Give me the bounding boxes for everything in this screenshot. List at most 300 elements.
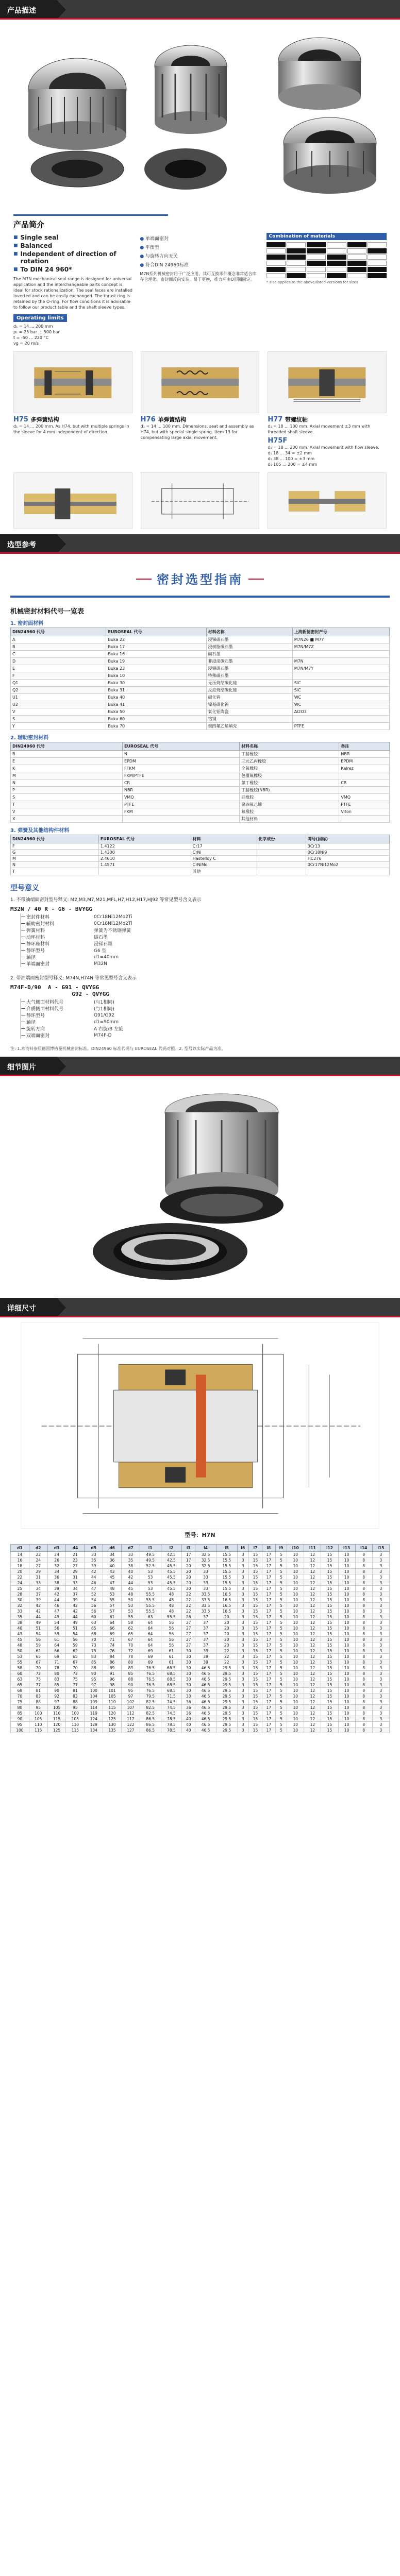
table-cell: 22 <box>182 1608 195 1614</box>
table-cell: 3 <box>237 1688 248 1693</box>
column-header: d6 <box>103 1545 122 1552</box>
table-cell: 22 <box>182 1603 195 1608</box>
table-row <box>11 680 390 687</box>
table-cell: 56 <box>85 1603 103 1608</box>
table-cell: 浸铜碳石墨 <box>206 665 292 672</box>
table-cell: 29.5 <box>216 1722 237 1727</box>
table-cell: S <box>11 794 123 801</box>
table-cell: 15 <box>321 1665 338 1671</box>
table-cell: 39 <box>47 1586 66 1591</box>
column-header: d4 <box>66 1545 85 1552</box>
dimension-drawing <box>141 472 260 529</box>
table-cell: 65 <box>11 1682 29 1688</box>
table-cell: 30 <box>182 1671 195 1676</box>
section-title: 产品描述 <box>7 7 36 15</box>
table-cell: 15 <box>321 1637 338 1642</box>
table-cell: 62 <box>66 1648 85 1654</box>
table-cell: 15 <box>321 1693 338 1699</box>
code-tree-row <box>21 1005 390 1012</box>
table-cell: 3 <box>237 1705 248 1710</box>
table-cell: 1.4122 <box>98 843 191 850</box>
table-row <box>11 787 390 794</box>
table-cell: E <box>11 758 123 765</box>
table-row <box>11 1705 390 1710</box>
table-cell: 12 <box>304 1563 321 1569</box>
table-cell: 15 <box>248 1665 262 1671</box>
table-cell: 15 <box>248 1699 262 1705</box>
code-tree-row <box>21 998 390 1005</box>
table-cell: 16.5 <box>216 1608 237 1614</box>
table-cell: Buka 41 <box>106 701 206 708</box>
table-cell: 92 <box>47 1693 66 1699</box>
table-cell: 3 <box>372 1671 389 1676</box>
table-cell: 50 <box>121 1597 140 1603</box>
table-cell: 44 <box>121 1580 140 1586</box>
table-cell: 40 <box>182 1722 195 1727</box>
table-cell: 68.5 <box>161 1682 182 1688</box>
table-cell: 15 <box>321 1603 338 1608</box>
column-header: l15 <box>372 1545 389 1552</box>
table-cell: 64 <box>140 1642 161 1648</box>
table-cell: 5 <box>275 1574 287 1580</box>
table-cell: 5 <box>275 1580 287 1586</box>
model-code: H77 <box>268 416 283 423</box>
table-cell: Hastelloy C <box>191 856 257 862</box>
table-cell: 10 <box>338 1608 355 1614</box>
table-row <box>11 723 390 730</box>
table-cell: 17 <box>262 1693 275 1699</box>
table-cell: 15 <box>321 1722 338 1727</box>
table-cell: 15 <box>248 1676 262 1682</box>
table-cell: 56 <box>29 1637 47 1642</box>
table-row <box>11 651 390 658</box>
column-header: DIN24960 代号 <box>11 835 99 843</box>
table-cell: 77 <box>29 1682 47 1688</box>
table-cell: CrNi <box>191 850 257 856</box>
table-cell: 10 <box>338 1699 355 1705</box>
table-cell: 3 <box>372 1705 389 1710</box>
table-cell: 15 <box>248 1705 262 1710</box>
table-cell: HC276 <box>306 856 389 862</box>
table-cell: 90 <box>121 1682 140 1688</box>
table-cell: 26 <box>182 1614 195 1620</box>
table-cell: 27 <box>182 1637 195 1642</box>
table-cell: 53 <box>140 1586 161 1591</box>
table-cell: 27 <box>182 1631 195 1637</box>
code-tree-row <box>21 1032 390 1039</box>
table-cell: Y <box>11 723 106 730</box>
table-cell: 80 <box>47 1671 66 1676</box>
table-cell: 15 <box>321 1682 338 1688</box>
table-cell: 16.5 <box>216 1603 237 1608</box>
table-cell: 105 <box>103 1693 122 1699</box>
table-cell: 45 <box>121 1586 140 1591</box>
table-cell: 69 <box>47 1654 66 1659</box>
table-cell: 10 <box>338 1614 355 1620</box>
table-cell: 91 <box>103 1671 122 1676</box>
table-cell: 15 <box>321 1648 338 1654</box>
feature-bullet: ■ Balanced <box>13 242 134 249</box>
code-tree-key: 单端面密封 <box>21 960 88 967</box>
combination-of-materials <box>266 233 387 346</box>
table-cell: 15 <box>321 1569 338 1574</box>
table-cell <box>339 816 390 823</box>
table-cell: 15 <box>248 1614 262 1620</box>
table-cell: 10 <box>338 1574 355 1580</box>
table-cell: 8 <box>355 1659 372 1665</box>
table-cell: 55 <box>103 1597 122 1603</box>
table-cell: 15.5 <box>216 1580 237 1586</box>
table-cell: 17 <box>262 1637 275 1642</box>
table-cell: 16.5 <box>216 1591 237 1597</box>
table-cell: 10 <box>287 1569 304 1574</box>
table-cell: 3 <box>372 1642 389 1648</box>
table-cell: 39 <box>195 1648 216 1654</box>
table-cell: 37 <box>195 1614 216 1620</box>
table-cell: 碳石墨 <box>206 651 292 658</box>
model-h77 <box>268 351 387 467</box>
table-cell: PTFE <box>339 801 390 808</box>
table-cell: 34 <box>47 1569 66 1574</box>
table-cell: 10 <box>338 1705 355 1710</box>
table-cell: 79.5 <box>140 1693 161 1699</box>
table-cell: 5 <box>275 1705 287 1710</box>
table-cell: 27 <box>182 1620 195 1625</box>
column-header: l8 <box>262 1545 275 1552</box>
table-cell: 10 <box>287 1557 304 1563</box>
table-cell: 3 <box>237 1614 248 1620</box>
table-cell: 86 <box>103 1659 122 1665</box>
table-cell: 82.5 <box>140 1699 161 1705</box>
table-cell: 42 <box>29 1608 47 1614</box>
table-cell: 5 <box>275 1552 287 1557</box>
table-cell: 10 <box>338 1642 355 1648</box>
table-cell: 47 <box>47 1608 66 1614</box>
feature-bullet: ■ Single seal <box>13 234 134 241</box>
table-row <box>11 694 390 701</box>
table-cell: B <box>11 643 106 651</box>
table-cell: 5 <box>275 1631 287 1637</box>
table-cell: 8 <box>355 1642 372 1648</box>
code-tree-key: 旋转方向 <box>21 1025 88 1032</box>
table-cell: 17 <box>262 1614 275 1620</box>
table-cell: 10 <box>338 1569 355 1574</box>
table-cell: N <box>11 862 99 868</box>
table-cell: S <box>11 716 106 723</box>
table-cell: 3 <box>372 1603 389 1608</box>
table-cell <box>292 651 389 658</box>
table-cell: 10 <box>287 1710 304 1716</box>
table-cell: 10 <box>338 1586 355 1591</box>
table-cell: 37 <box>29 1591 47 1597</box>
table-cell: 15 <box>321 1552 338 1557</box>
seal-right-bottom <box>284 117 376 194</box>
table-cell: 70 <box>121 1642 140 1648</box>
table-cell: 54 <box>85 1597 103 1603</box>
table-cell: 46.5 <box>195 1705 216 1710</box>
face-material-table <box>10 628 390 730</box>
table-cell: 69 <box>140 1654 161 1659</box>
table-cell: M7N/M7Z <box>292 643 389 651</box>
table-row <box>11 636 390 643</box>
table-cell: 21 <box>66 1552 85 1557</box>
table-cell: 55.5 <box>140 1603 161 1608</box>
table-cell: VMQ <box>122 794 239 801</box>
table-cell: 10 <box>287 1552 304 1557</box>
table-cell: 49.5 <box>140 1552 161 1557</box>
table-cell: 20 <box>216 1631 237 1637</box>
table-cell: 3 <box>237 1676 248 1682</box>
section-drawing <box>268 351 387 413</box>
table-cell: 15.5 <box>216 1563 237 1569</box>
table-cell: 15 <box>321 1654 338 1659</box>
table-cell: 81 <box>29 1688 47 1693</box>
table-cell: 17 <box>262 1563 275 1569</box>
table-row <box>11 1574 390 1580</box>
table-cell: 46.5 <box>195 1671 216 1676</box>
table-cell: 114 <box>85 1705 103 1710</box>
column-header: 材料名称 <box>240 742 339 751</box>
table-cell: 83 <box>85 1654 103 1659</box>
column-header: EUROSEAL 代号 <box>106 628 206 636</box>
table-cell: 22 <box>29 1552 47 1557</box>
table-cell: 55 <box>11 1659 29 1665</box>
table-cell: 75 <box>66 1676 85 1682</box>
table-cell: 22 <box>182 1591 195 1597</box>
table-cell: 12 <box>304 1671 321 1676</box>
table-cell: 10 <box>338 1676 355 1682</box>
table-cell: 3 <box>237 1699 248 1705</box>
table-cell: 34 <box>29 1586 47 1591</box>
table-cell: 17 <box>262 1569 275 1574</box>
table-cell: 包覆氟橡胶 <box>240 772 339 779</box>
table-cell: 15 <box>248 1591 262 1597</box>
table-cell: 5 <box>275 1563 287 1569</box>
table-row <box>11 643 390 651</box>
table-row <box>11 1654 390 1659</box>
table-cell: 105 <box>29 1716 47 1722</box>
table-row <box>11 765 390 772</box>
table-cell: 78 <box>121 1654 140 1659</box>
table-cell: 5 <box>275 1569 287 1574</box>
table-cell: WC <box>292 694 389 701</box>
table-row <box>11 850 390 856</box>
table-cell: 3 <box>237 1563 248 1569</box>
table-cell: 17 <box>262 1603 275 1608</box>
table-cell: 1.4571 <box>98 862 191 868</box>
table-cell: 39 <box>66 1597 85 1603</box>
table-cell: 59 <box>29 1642 47 1648</box>
table-cell: 135 <box>103 1727 122 1733</box>
table-cell: 16.5 <box>216 1597 237 1603</box>
table-cell: Q1 <box>11 680 106 687</box>
table-cell: 3 <box>372 1716 389 1722</box>
feature-bullet: ■ To DIN 24 960* <box>13 266 134 273</box>
table-cell: 42 <box>121 1574 140 1580</box>
feature-bullet: ■ Independent of direction of rotation <box>13 250 134 265</box>
table-cell: 40 <box>182 1727 195 1733</box>
table-cell: Buka 70 <box>106 723 206 730</box>
model-desc: d₁ = 18 ... 100 mm. Axial movement ±3 mm with threaded shaft sleeve. <box>268 424 371 434</box>
table-cell: 46.5 <box>195 1722 216 1727</box>
table-cell: 29.5 <box>216 1671 237 1676</box>
seal-medium-middle <box>144 45 227 190</box>
model-cn: 单弹簧结构 <box>158 416 187 423</box>
table-cell: 氯丁橡胶 <box>240 779 339 787</box>
table-cell: 15 <box>321 1642 338 1648</box>
code-tree-row <box>21 1019 390 1025</box>
table-cell: 10 <box>338 1637 355 1642</box>
table-cell: 57 <box>103 1608 122 1614</box>
table-cell: 43 <box>103 1569 122 1574</box>
table-cell: 8 <box>355 1699 372 1705</box>
column-header: d3 <box>47 1545 66 1552</box>
table-cell: 5 <box>275 1642 287 1648</box>
table-cell: 95 <box>121 1688 140 1693</box>
column-header: 上海新德密封产号 <box>292 628 389 636</box>
table-cell: 48 <box>161 1597 182 1603</box>
table-row <box>11 1659 390 1665</box>
table-row <box>11 862 390 868</box>
table-cell: 8 <box>355 1569 372 1574</box>
table-cell: 3 <box>372 1648 389 1654</box>
table-cell: 74.5 <box>161 1710 182 1716</box>
table-cell: 氧化铝陶瓷 <box>206 708 292 716</box>
code-tree-value: (与1相同) <box>94 1007 114 1012</box>
table-cell: 10 <box>287 1608 304 1614</box>
table-cell: 72 <box>29 1671 47 1676</box>
table-row <box>11 1682 390 1688</box>
table-cell: 54 <box>29 1631 47 1637</box>
table-cell: FFKM <box>122 765 239 772</box>
table-cell: 83 <box>47 1676 66 1682</box>
table-cell: 10 <box>287 1586 304 1591</box>
table-cell: 3 <box>372 1625 389 1631</box>
table-cell: FKM/PTFE <box>122 772 239 779</box>
operating-limit: t = -50 ... 220 °C <box>13 335 49 340</box>
feature-description: The M7N mechanical seal range is designed for universal application and the interchangeable parts concept is ideal for stock rationalization. The seal faces are installed inverted and can be easily exchanged. The thrust ring is retained by the O-ring. For flow conditions it is advisable to follow our product table and the shaft sleeve types. <box>13 277 132 310</box>
table-cell: 35 <box>85 1557 103 1563</box>
table-cell: 56 <box>47 1625 66 1631</box>
table-cell: 17 <box>262 1648 275 1654</box>
table-cell: 无压烧结碳化硅 <box>206 680 292 687</box>
table-cell: T <box>11 801 123 808</box>
table-cell: 17 <box>262 1659 275 1665</box>
table-cell: 3 <box>237 1642 248 1648</box>
table-cell: 3 <box>237 1625 248 1631</box>
table-cell: 66 <box>103 1625 122 1631</box>
selection-guide-title <box>0 554 400 591</box>
table-cell: 5 <box>275 1676 287 1682</box>
table-cell: 15 <box>248 1671 262 1676</box>
code-tree-key: 动环材料 <box>21 934 88 940</box>
table-row <box>11 808 390 816</box>
table-cell: 62 <box>29 1648 47 1654</box>
table-cell: 3 <box>237 1648 248 1654</box>
table-cell: 12 <box>304 1716 321 1722</box>
table-cell: 12 <box>304 1586 321 1591</box>
code-tree-row <box>21 927 390 934</box>
table-cell: 17 <box>262 1676 275 1682</box>
table-cell: 3 <box>372 1654 389 1659</box>
table-cell: 15 <box>321 1557 338 1563</box>
table-cell: 3 <box>372 1676 389 1682</box>
table-cell: 5 <box>275 1614 287 1620</box>
table-cell: M <box>11 856 99 862</box>
table-cell: 15 <box>248 1727 262 1733</box>
table-cell: 61 <box>161 1659 182 1665</box>
table-cell: 0Cr18Ni9 <box>306 850 389 856</box>
column-header: l9 <box>275 1545 287 1552</box>
table-cell: 74.5 <box>161 1699 182 1705</box>
table-cell: 10 <box>338 1716 355 1722</box>
table-cell: 88 <box>121 1676 140 1682</box>
table-cell: 12 <box>304 1688 321 1693</box>
table-cell: 56 <box>161 1642 182 1648</box>
table-cell: 75 <box>85 1648 103 1654</box>
table-cell: 15 <box>321 1625 338 1631</box>
table-row <box>11 816 390 823</box>
table-row <box>11 1693 390 1699</box>
table-cell: 119 <box>85 1710 103 1716</box>
table-cell: 10 <box>287 1642 304 1648</box>
table-cell: 15 <box>321 1591 338 1597</box>
code-tree-value: (与1相同) <box>94 1000 114 1005</box>
table-cell: N <box>11 779 123 787</box>
table-cell: 48 <box>121 1591 140 1597</box>
table-cell: 48 <box>11 1642 29 1648</box>
table-cell: 3 <box>372 1637 389 1642</box>
table-cell: Buka 50 <box>106 708 206 716</box>
table-cell: 3 <box>372 1631 389 1637</box>
table-row <box>11 672 390 680</box>
table-cell: 30 <box>182 1688 195 1693</box>
table-cell: 3 <box>237 1552 248 1557</box>
table-row <box>11 1569 390 1574</box>
table-cell: 18 <box>11 1563 29 1569</box>
table-cell: 10 <box>338 1659 355 1665</box>
code-tree-key: 弹簧材料 <box>21 927 88 934</box>
model-code: H75 <box>13 416 28 423</box>
table-cell: 3 <box>372 1688 389 1693</box>
section-drawing <box>13 351 132 413</box>
table-cell: PTFE <box>122 801 239 808</box>
table-cell: 24 <box>29 1557 47 1563</box>
selection-guide-heading: 密封选型指南 <box>136 569 264 587</box>
table-cell: 8 <box>355 1710 372 1716</box>
column-header: l2 <box>161 1545 182 1552</box>
table-cell: 115 <box>103 1705 122 1710</box>
table-cell: 10 <box>338 1688 355 1693</box>
table-cell: M7N <box>292 658 389 665</box>
table-cell: 48 <box>161 1591 182 1597</box>
table-cell: 52 <box>85 1591 103 1597</box>
table-cell: 3 <box>372 1693 389 1699</box>
code-tree-value: G91/G92 <box>94 1012 114 1018</box>
table-cell: 70 <box>29 1665 47 1671</box>
table-cell: 55.5 <box>161 1614 182 1620</box>
column-header: 材料 <box>191 835 257 843</box>
table-cell: 33.5 <box>195 1603 216 1608</box>
seal-large-left <box>28 58 126 187</box>
table-cell: 17 <box>262 1727 275 1733</box>
table-cell: 69 <box>140 1659 161 1665</box>
installation-drawing <box>13 472 132 529</box>
table-cell: 10 <box>287 1654 304 1659</box>
table-cell: 10 <box>287 1648 304 1654</box>
table-cell: 37 <box>195 1631 216 1637</box>
table-cell: 64 <box>47 1642 66 1648</box>
